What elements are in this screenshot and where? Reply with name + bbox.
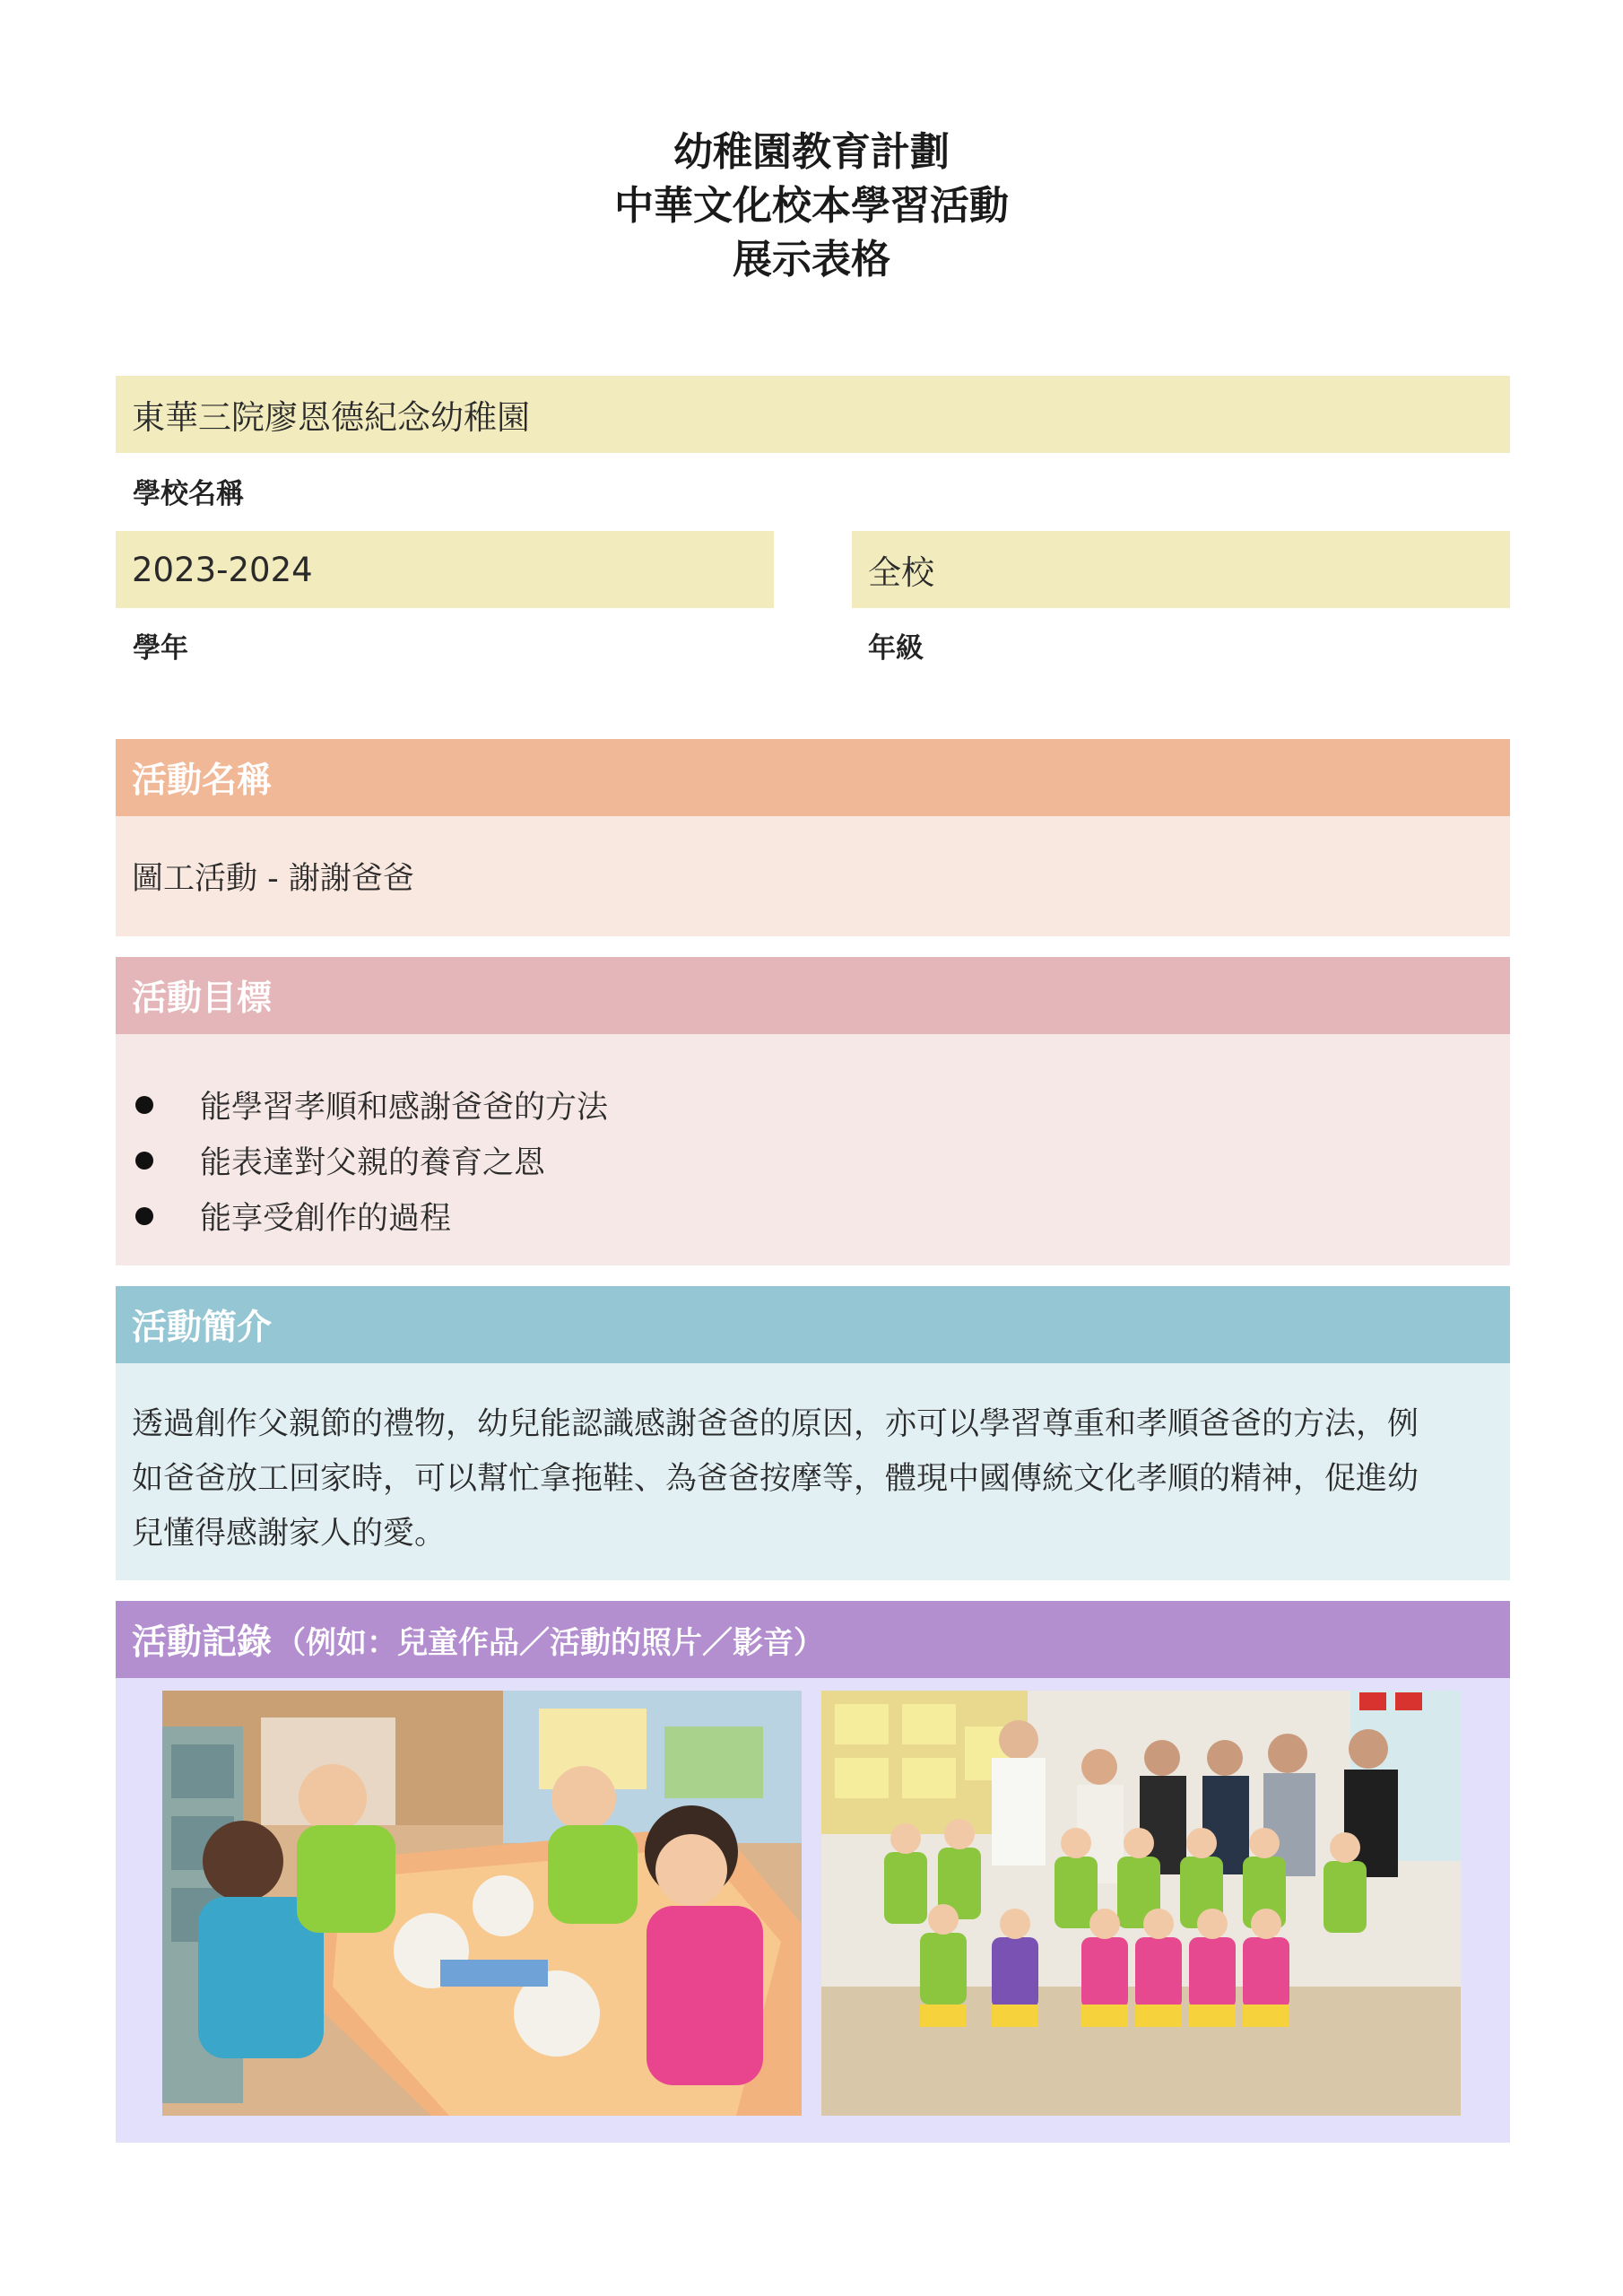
title-line-1: 幼稚園教育計劃	[673, 129, 950, 175]
record-subheading: （例如：兒童作品／活動的照片／影音）	[275, 1624, 825, 1661]
list-item	[116, 1077, 1510, 1133]
grade-field: 全校	[852, 531, 1510, 608]
activity-record-heading	[116, 1601, 1510, 1678]
school-name-label: 學校名稱	[133, 478, 244, 510]
photo-children-crafting	[162, 1691, 802, 2116]
activity-name-heading: 活動名稱	[116, 739, 1510, 816]
intro-line: 透過創作父親節的禮物，幼兒能認識感謝爸爸的原因，亦可以學習尊重和孝順爸爸的方法，例	[132, 1406, 1419, 1442]
bullet-icon	[135, 1096, 153, 1114]
activity-goals-heading: 活動目標	[116, 957, 1510, 1034]
activity-intro-heading: 活動簡介	[116, 1286, 1510, 1363]
grade-label: 年級	[868, 632, 924, 665]
list-item	[116, 1133, 1510, 1188]
goal-text: 能享受創作的過程	[200, 1201, 452, 1237]
list-item	[116, 1188, 1510, 1244]
page-title	[0, 126, 1623, 287]
school-name-field: 東華三院廖恩德紀念幼稚園	[116, 376, 1510, 453]
activity-goals-list	[116, 1034, 1510, 1265]
school-year-label: 學年	[133, 632, 188, 665]
record-heading-text: 活動記錄	[132, 1622, 273, 1663]
bullet-icon	[135, 1207, 153, 1225]
goal-text: 能表達對父親的養育之恩	[200, 1145, 546, 1181]
school-year-field: 2023-2024	[116, 531, 774, 608]
goal-text: 能學習孝順和感謝爸爸的方法	[200, 1090, 609, 1126]
title-line-3: 展示表格	[733, 237, 890, 283]
photo-group-with-fathers	[821, 1691, 1461, 2116]
bullet-icon	[135, 1152, 153, 1170]
title-line-2: 中華文化校本學習活動	[614, 183, 1009, 229]
activity-intro-text	[116, 1363, 1510, 1580]
intro-line: 兒懂得感謝家人的愛。	[132, 1516, 447, 1552]
activity-name-value: 圖工活動 - 謝謝爸爸	[116, 816, 1510, 936]
intro-line: 如爸爸放工回家時，可以幫忙拿拖鞋、為爸爸按摩等，體現中國傳統文化孝順的精神，促進幼	[132, 1461, 1419, 1497]
